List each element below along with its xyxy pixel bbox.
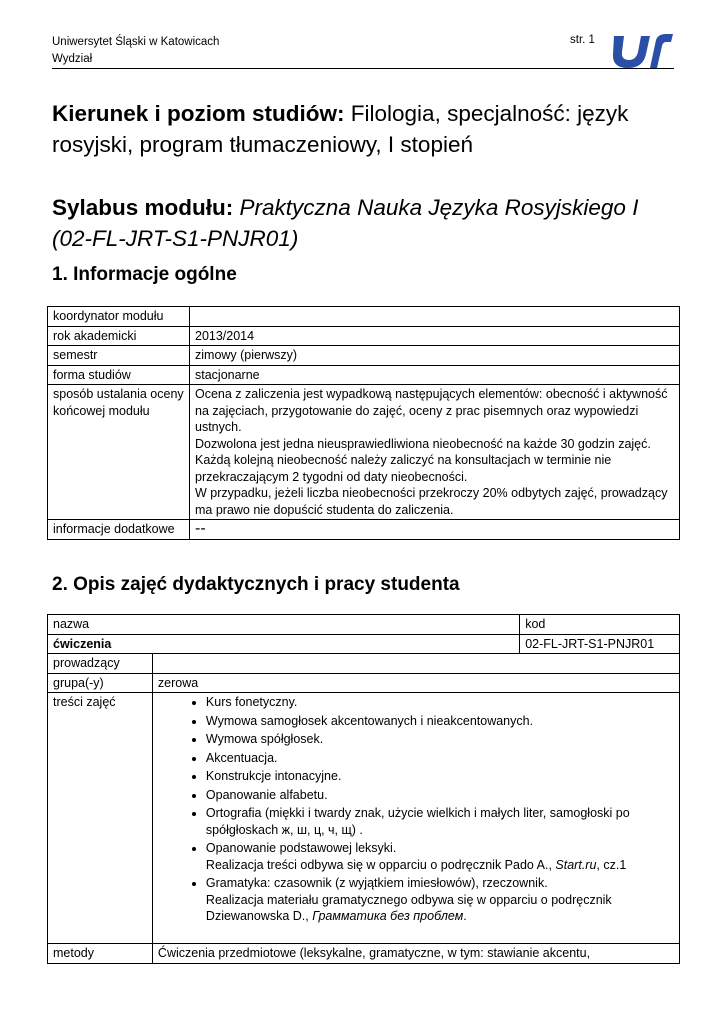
coordinator-label: koordynator modułu <box>48 307 190 327</box>
list-item: • Opanowanie alfabetu. <box>206 787 674 806</box>
academic-year-label: rok akademicki <box>48 326 190 346</box>
group-value: zerowa <box>152 673 679 693</box>
instructor-label: prowadzący <box>48 654 153 674</box>
list-item: • Ortografia (miękki i twardy znak, użycie wielkich i małych liter, samogłoski po spółgłoskach ж, ш, ц, ч, щ) . <box>206 805 674 840</box>
header-institution <box>52 34 219 68</box>
class-name: ćwiczenia <box>48 634 520 654</box>
table-row <box>48 673 680 693</box>
syllabus-title <box>52 192 662 254</box>
class-code: 02-FL-JRT-S1-PNJR01 <box>520 634 680 654</box>
grading-paragraph-3: W przypadku, jeżeli liczba nieobecności przekroczy 20% odbytych zajęć, prowadzący ma prawo nie dopuścić studenta do zaliczenia. <box>195 486 668 517</box>
header-rule <box>52 68 674 69</box>
table-row <box>48 365 680 385</box>
list-item <box>206 840 674 875</box>
content-list <box>158 694 674 927</box>
table-row <box>48 520 680 540</box>
general-info-table <box>47 306 680 540</box>
note-text: Realizacja treści odbywa się w opparciu o podręcznik Pado A., <box>205 857 552 872</box>
table-row <box>48 385 680 520</box>
list-item: • Wymowa samogłosek akcentowanych i nieakcentowanych. <box>206 713 674 732</box>
table-row <box>48 634 680 654</box>
note-text: . <box>463 909 467 923</box>
instructor-value <box>152 654 679 674</box>
table-row <box>48 944 680 964</box>
grading-value <box>190 385 680 520</box>
faculty-name: Wydział <box>52 53 93 65</box>
methods-value: Ćwiczenia przedmiotowe (leksykalne, gramatyczne, w tym: stawianie akcentu, <box>152 944 679 964</box>
list-item: • Konstrukcje intonacyjne. <box>206 768 674 787</box>
additional-info-label: informacje dodatkowe <box>48 520 190 540</box>
grading-paragraph-1: Ocena z zaliczenia jest wypadkową następujących elementów: obecność i aktywność na zajęciach, przygotowanie do zajęć, oceny z prac pisemnych oraz wypowiedzi ustnych. <box>195 387 668 434</box>
section-1-heading: 1. Informacje ogólne <box>52 264 237 285</box>
book-title: Start.ru <box>555 857 597 872</box>
content-label: treści zajęć <box>48 693 153 944</box>
study-form-value: stacjonarne <box>190 365 680 385</box>
program-title-value: Filologia, specjalność: język rosyjski, program tłumaczeniowy, I stopień <box>52 101 629 157</box>
table-row <box>48 693 680 944</box>
list-item-text: • Gramatyka: czasownik (z wyjątkiem imiesłowów), rzeczownik. <box>205 876 548 890</box>
code-header: kod <box>520 615 680 635</box>
academic-year-value: 2013/2014 <box>190 326 680 346</box>
book-title: Грамматика без проблем <box>312 909 464 923</box>
page-number: str. 1 <box>570 34 595 46</box>
table-row <box>48 346 680 366</box>
semester-value: zimowy (pierwszy) <box>190 346 680 366</box>
list-item: • Kurs fonetyczny. <box>206 694 674 713</box>
grading-label: sposób ustalania oceny końcowej modułu <box>48 385 190 520</box>
university-logo <box>612 30 674 70</box>
table-row <box>48 326 680 346</box>
program-title <box>52 98 652 160</box>
table-row <box>48 615 680 635</box>
note-text: , cz.1 <box>596 857 627 872</box>
course-description-table <box>47 614 680 964</box>
note-text: Realizacja materiału gramatycznego odbywa się w opparciu o podręcznik Dziewanowska D., <box>205 892 612 923</box>
section-2-heading: 2. Opis zajęć dydaktycznych i pracy studenta <box>52 574 460 595</box>
name-header: nazwa <box>48 615 520 635</box>
program-title-label: Kierunek i poziom studiów: <box>52 101 345 126</box>
list-item-note <box>206 857 674 874</box>
list-item-note <box>206 892 674 925</box>
syllabus-title-label: Sylabus modułu: <box>52 195 234 220</box>
table-row <box>48 654 680 674</box>
list-item <box>206 875 674 927</box>
syllabus-title-value: Praktyczna Nauka Języka Rosyjskiego I (02-FL-JRT-S1-PNJR01) <box>52 195 639 251</box>
list-item: • Wymowa spółgłosek. <box>206 731 674 750</box>
list-item-text: • Opanowanie podstawowej leksyki. <box>205 841 397 855</box>
coordinator-value <box>190 307 680 327</box>
grading-paragraph-2: Dozwolona jest jedna nieusprawiedliwiona nieobecność na każde 30 godzin zajęć. Każdą kolejną nieobecność należy zaliczyć na konsultacjach w terminie nie przekraczającym 2 tygodni od daty nieobecności. <box>195 436 651 484</box>
table-row <box>48 307 680 327</box>
semester-label: semestr <box>48 346 190 366</box>
group-label: grupa(-y) <box>48 673 153 693</box>
additional-info-value: -- <box>190 520 680 540</box>
study-form-label: forma studiów <box>48 365 190 385</box>
university-name: Uniwersytet Śląski w Katowicach <box>52 36 220 48</box>
methods-label: metody <box>48 944 153 964</box>
list-item: • Akcentuacja. <box>206 750 674 769</box>
content-value <box>152 693 679 944</box>
